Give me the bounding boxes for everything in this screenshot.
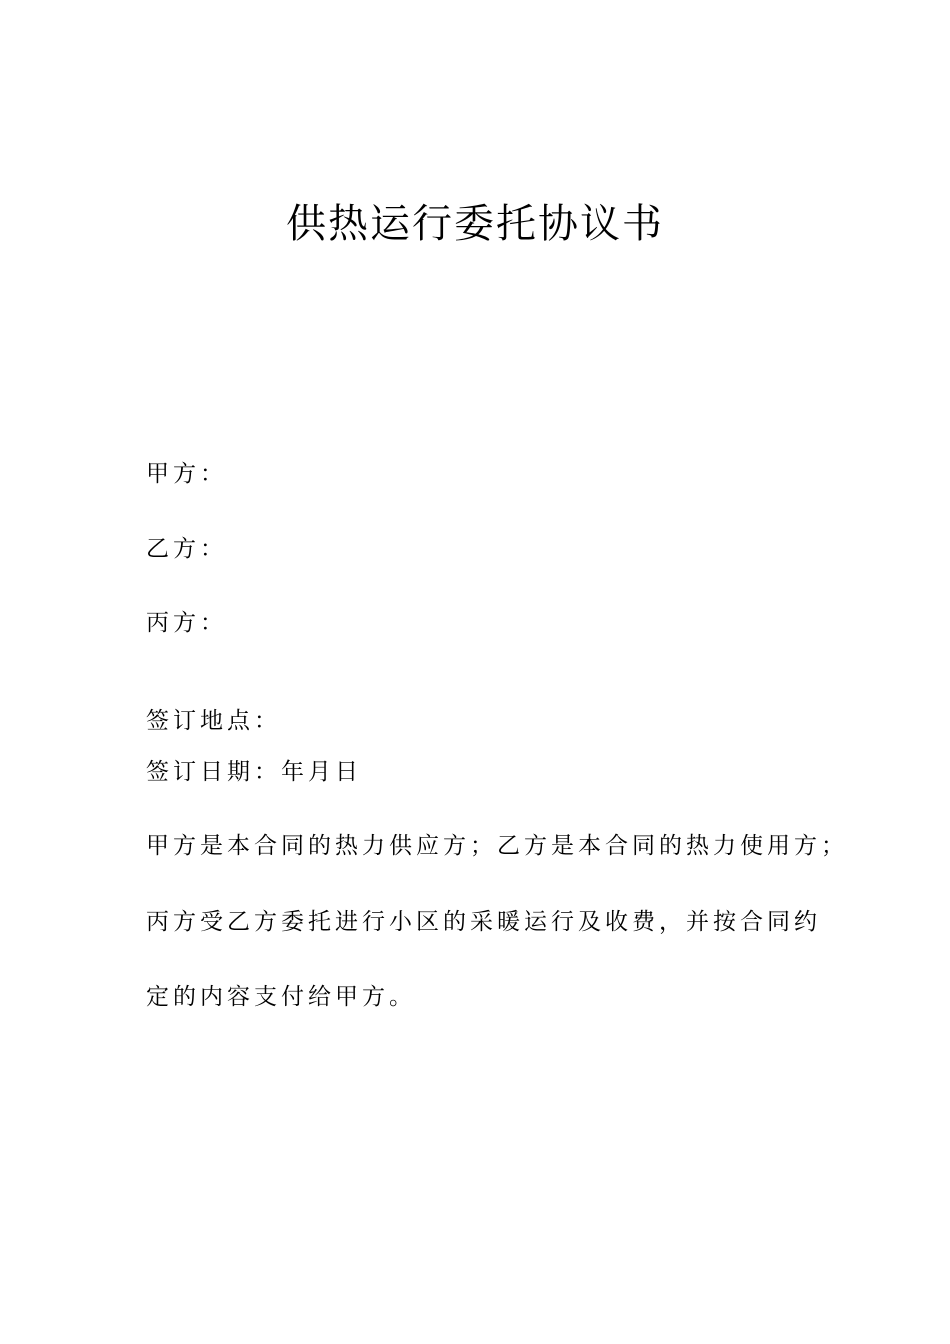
signing-place-label: 签订地点： [146, 708, 281, 734]
body-paragraph-line: 甲方是本合同的热力供应方；乙方是本合同的热力使用方； [146, 833, 848, 859]
document-title: 供热运行委托协议书 [286, 201, 664, 247]
body-paragraph-line: 丙方受乙方委托进行小区的采暖运行及收费，并按合同约 [146, 909, 821, 935]
signing-date-label: 签订日期：年月日 [146, 759, 362, 785]
party-a-label: 甲方： [146, 461, 227, 487]
body-paragraph-line: 定的内容支付给甲方。 [146, 984, 416, 1010]
party-c-label: 丙方： [146, 610, 227, 636]
party-b-label: 乙方： [146, 536, 227, 562]
